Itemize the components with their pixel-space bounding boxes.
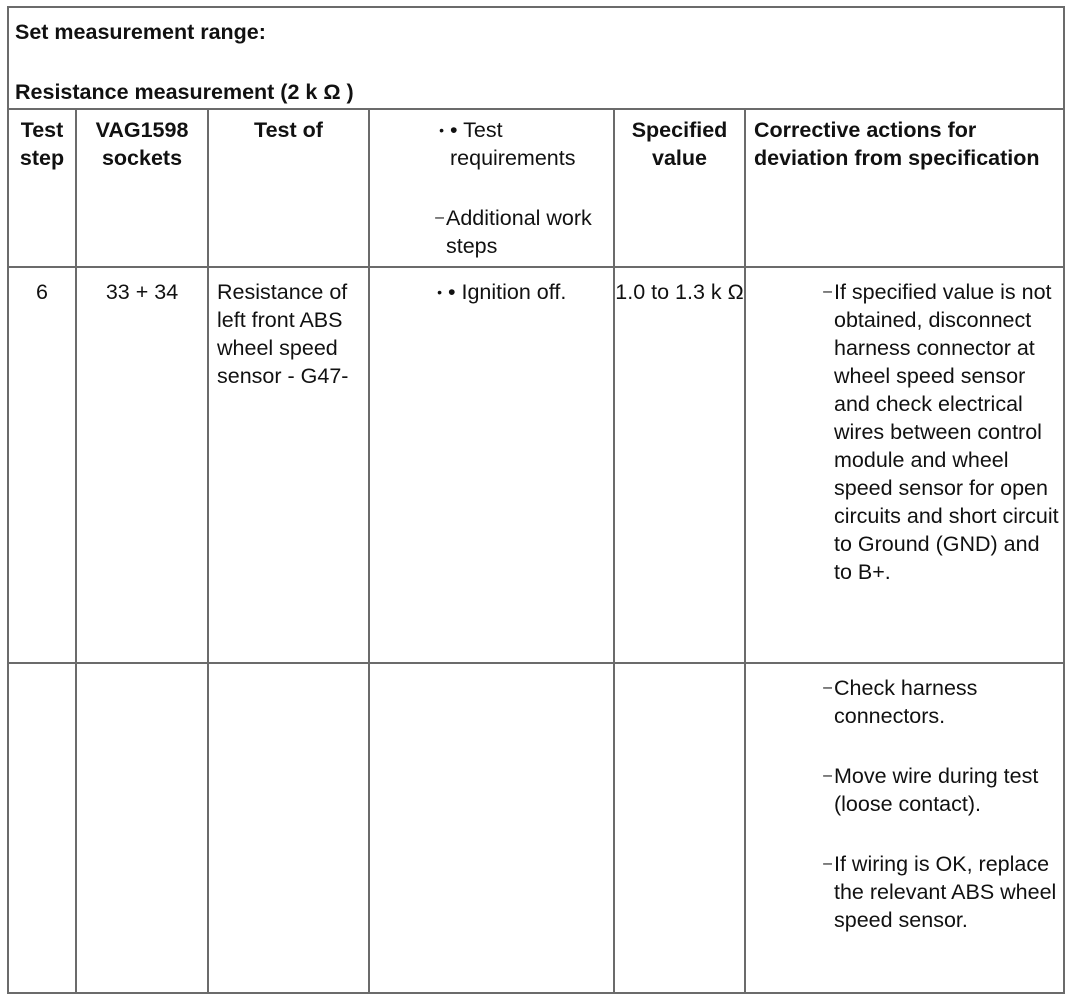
cell-sockets: [76, 663, 208, 993]
cell-actions: [745, 267, 1064, 663]
resistance-range-title: Resistance measurement (2 k Ω ): [15, 80, 354, 104]
dash-icon: –: [435, 209, 444, 226]
test-procedure-table: [7, 6, 1065, 994]
col-requirements-label: • Test requirements: [450, 118, 576, 170]
cell-sockets: 33 + 34: [76, 267, 208, 663]
cell-requirement: [369, 267, 614, 663]
cell-requirement: [369, 663, 614, 993]
cell-test-of: Resistance of left front ABS wheel speed sensor - G47-: [208, 267, 369, 663]
list-item: [750, 762, 1063, 818]
action-text: If specified value is not obtained, disconnect harness connector at wheel speed sensor and check electrical wires between control module and wheel speed sensor for open circuits and short circuit to Ground (GND) and to B+.: [834, 280, 1059, 584]
col-additional-label: Additional work steps: [446, 206, 592, 258]
cell-specified: 1.0 to 1.3 k Ω: [614, 267, 745, 663]
col-corrective: Corrective actions for deviation from specification: [745, 109, 1064, 267]
action-text: Move wire during test (loose contact).: [834, 764, 1039, 816]
list-item: [750, 674, 1063, 730]
column-header-row: [8, 109, 1064, 267]
dash-icon: –: [823, 855, 832, 872]
action-text: If wiring is OK, replace the relevant ABS wheel speed sensor.: [834, 852, 1057, 932]
cell-actions: [745, 663, 1064, 993]
dash-icon: –: [823, 679, 832, 696]
col-specified: Specified value: [614, 109, 745, 267]
bullet-icon: •: [439, 122, 444, 138]
cell-step: 6: [8, 267, 76, 663]
col-sockets: VAG1598 sockets: [76, 109, 208, 267]
dash-icon: –: [823, 767, 832, 784]
dash-icon: –: [823, 283, 832, 300]
measurement-range-header: [8, 7, 1064, 109]
cell-test-of: [208, 663, 369, 993]
bullet-icon: •: [437, 284, 442, 300]
list-item: [750, 278, 1063, 586]
col-test-step: Test step: [8, 109, 76, 267]
table-row: [8, 267, 1064, 663]
list-item: [750, 850, 1063, 934]
col-test-of: Test of: [208, 109, 369, 267]
cell-step: [8, 663, 76, 993]
col-requirements: [369, 109, 614, 267]
cell-specified: [614, 663, 745, 993]
measurement-range-title: Set measurement range:: [15, 20, 266, 44]
test-procedure-document: [7, 6, 1063, 994]
requirement-text: • Ignition off.: [448, 280, 567, 304]
action-text: Check harness connectors.: [834, 676, 978, 728]
table-row: [8, 663, 1064, 993]
